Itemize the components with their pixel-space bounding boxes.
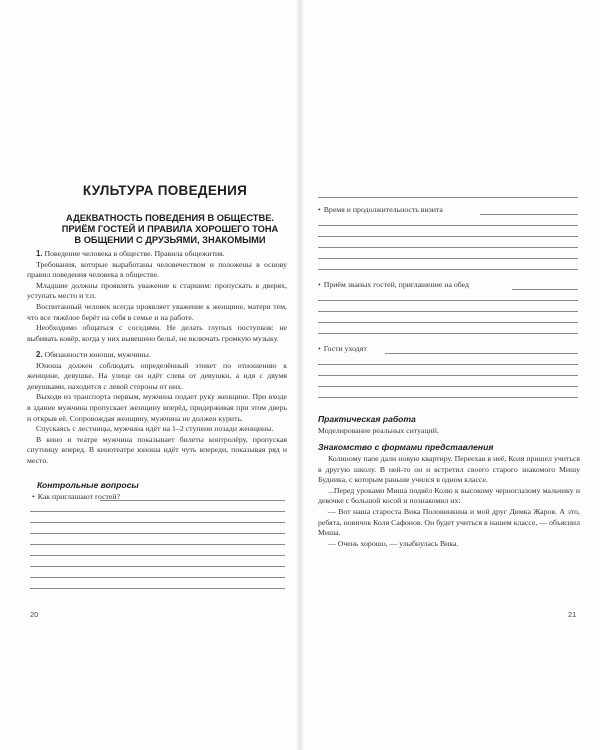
answer-line[interactable]	[30, 544, 285, 545]
answer-line[interactable]	[318, 386, 578, 387]
practical-work-title: Практическая работа	[318, 414, 416, 424]
page-number-left: 20	[30, 610, 39, 619]
answer-line[interactable]	[318, 364, 578, 365]
paragraph: Младшие должны проявлять уважение к старшим: пропускать в дверях, уступать место и т.п.	[27, 280, 287, 301]
answer-line[interactable]	[512, 289, 578, 290]
bullet-icon: •	[32, 492, 35, 501]
bullet-item	[318, 344, 367, 353]
answer-line[interactable]	[30, 533, 285, 534]
bullet-text: Время и продолжительность визита	[323, 205, 443, 214]
answer-line[interactable]	[318, 311, 578, 312]
bullet-item	[318, 205, 443, 214]
section-title	[50, 213, 290, 246]
answer-line[interactable]	[318, 258, 578, 259]
paragraph: Выходя из транспорта первым, мужчина подает руку женщине. При входе в здание мужчина пропускает женщину вперёд, придерживая при этом дверь и открыв её. Сопровождая женщину, мужчина не должен курить.	[27, 392, 287, 423]
bullet-item	[318, 280, 469, 289]
answer-line[interactable]	[30, 511, 285, 512]
paragraph: Юноша должен соблюдать определённый этикет по отношению к женщине, девушке. На улице он идёт слева от девушки, а идя с двумя девушками, находится с левой стороны от них.	[27, 360, 287, 391]
bullet-icon: •	[318, 280, 321, 289]
answer-line[interactable]	[318, 322, 578, 323]
bullet-text: Гости уходят	[323, 344, 367, 353]
answer-line[interactable]	[318, 236, 578, 237]
section-title-line: В ОБЩЕНИИ С ДРУЗЬЯМИ, ЗНАКОМЫМИ	[74, 235, 266, 245]
chapter-title: КУЛЬТУРА ПОВЕДЕНИЯ	[82, 183, 248, 198]
point-1-block	[27, 249, 287, 344]
point-2-number: 2.	[36, 350, 43, 359]
bullet-icon: •	[318, 205, 321, 214]
answer-line[interactable]	[30, 588, 285, 589]
answer-line[interactable]	[318, 397, 578, 398]
point-2-block	[27, 350, 287, 467]
answer-line[interactable]	[318, 333, 578, 334]
paragraph: Воспитанный человек всегда проявляет уважение к женщине, матери тем, что все тяжёлое берёт на себя в семье и на работе.	[27, 301, 287, 322]
paragraph: Требования, которые выработаны человечеством и положены в основу правил поведения человека в обществе.	[27, 259, 287, 280]
paragraph: В кино и театре мужчина показывает билеты контролёру, пропуская спутницу вперед. В кинотеатре юноша идёт чуть впереди, показывая ряд и место.	[27, 434, 287, 465]
answer-line[interactable]	[318, 375, 578, 376]
paragraph: — Вот наша староста Вика Половинкина и мой друг Димка Жаров. А это, ребята, новичок Коля Сафонов. Он будет учиться в нашем классе, — объяснил Миша.	[318, 506, 580, 538]
section-title-line: АДЕКВАТНОСТЬ ПОВЕДЕНИЯ В ОБЩЕСТВЕ.	[66, 213, 274, 223]
control-questions-title: Контрольные вопросы	[37, 480, 139, 490]
paragraph: ...Перед уроками Миша подвёл Колю к высокому черноглазому мальчику и девочке с большой косой и познакомил их:	[318, 485, 580, 506]
point-2-heading	[27, 350, 287, 361]
paragraph: Необходимо общаться с соседями. Не делать глупых поступков: не выбивать ковёр, когда у них вывешено бельё, не включать громкую музыку.	[27, 323, 287, 343]
bullet-icon: •	[318, 344, 321, 353]
answer-line[interactable]	[318, 269, 578, 270]
paragraph: — Очень хорошо, — улыбнулась Вика.	[328, 538, 459, 548]
point-1-heading	[27, 249, 287, 260]
answer-line[interactable]	[385, 353, 578, 354]
answer-line[interactable]	[100, 500, 285, 501]
answer-line[interactable]	[318, 197, 578, 198]
answer-line[interactable]	[30, 566, 285, 567]
answer-line[interactable]	[30, 522, 285, 523]
answer-line[interactable]	[30, 577, 285, 578]
answer-line[interactable]	[30, 555, 285, 556]
answer-line[interactable]	[318, 300, 578, 301]
point-1-number: 1.	[36, 249, 43, 258]
practical-work-text: Моделирование реальных ситуаций.	[318, 426, 439, 435]
section-title-line: ПРИЁМ ГОСТЕЙ И ПРАВИЛА ХОРОШЕГО ТОНА	[61, 224, 279, 234]
answer-line[interactable]	[480, 214, 578, 215]
bullet-text: Приём званых гостей, приглашение на обед	[323, 280, 469, 289]
point-1-title: Поведение человека в обществе. Правила общежития.	[44, 249, 225, 258]
introduction-title: Знакомство с формами представления	[318, 442, 494, 452]
answer-line[interactable]	[318, 247, 578, 248]
answer-line[interactable]	[318, 225, 578, 226]
paragraph: Колиному папе дали новую квартиру. Переехав в неё, Коля пришел учиться в другую школу. В ней-то он и встретил своего старого знакомого Мишу Будника, с которым раньше учился в одном классе.	[318, 454, 580, 485]
introduction-story	[318, 454, 580, 549]
question-text: Как приглашают гостей?	[37, 492, 121, 501]
paragraph: Спускаясь с лестницы, мужчина идёт на 1–2 ступени позади женщины.	[36, 424, 274, 434]
page-number-right: 21	[568, 610, 577, 619]
point-2-title: Обязанности юноши, мужчины.	[44, 350, 151, 359]
